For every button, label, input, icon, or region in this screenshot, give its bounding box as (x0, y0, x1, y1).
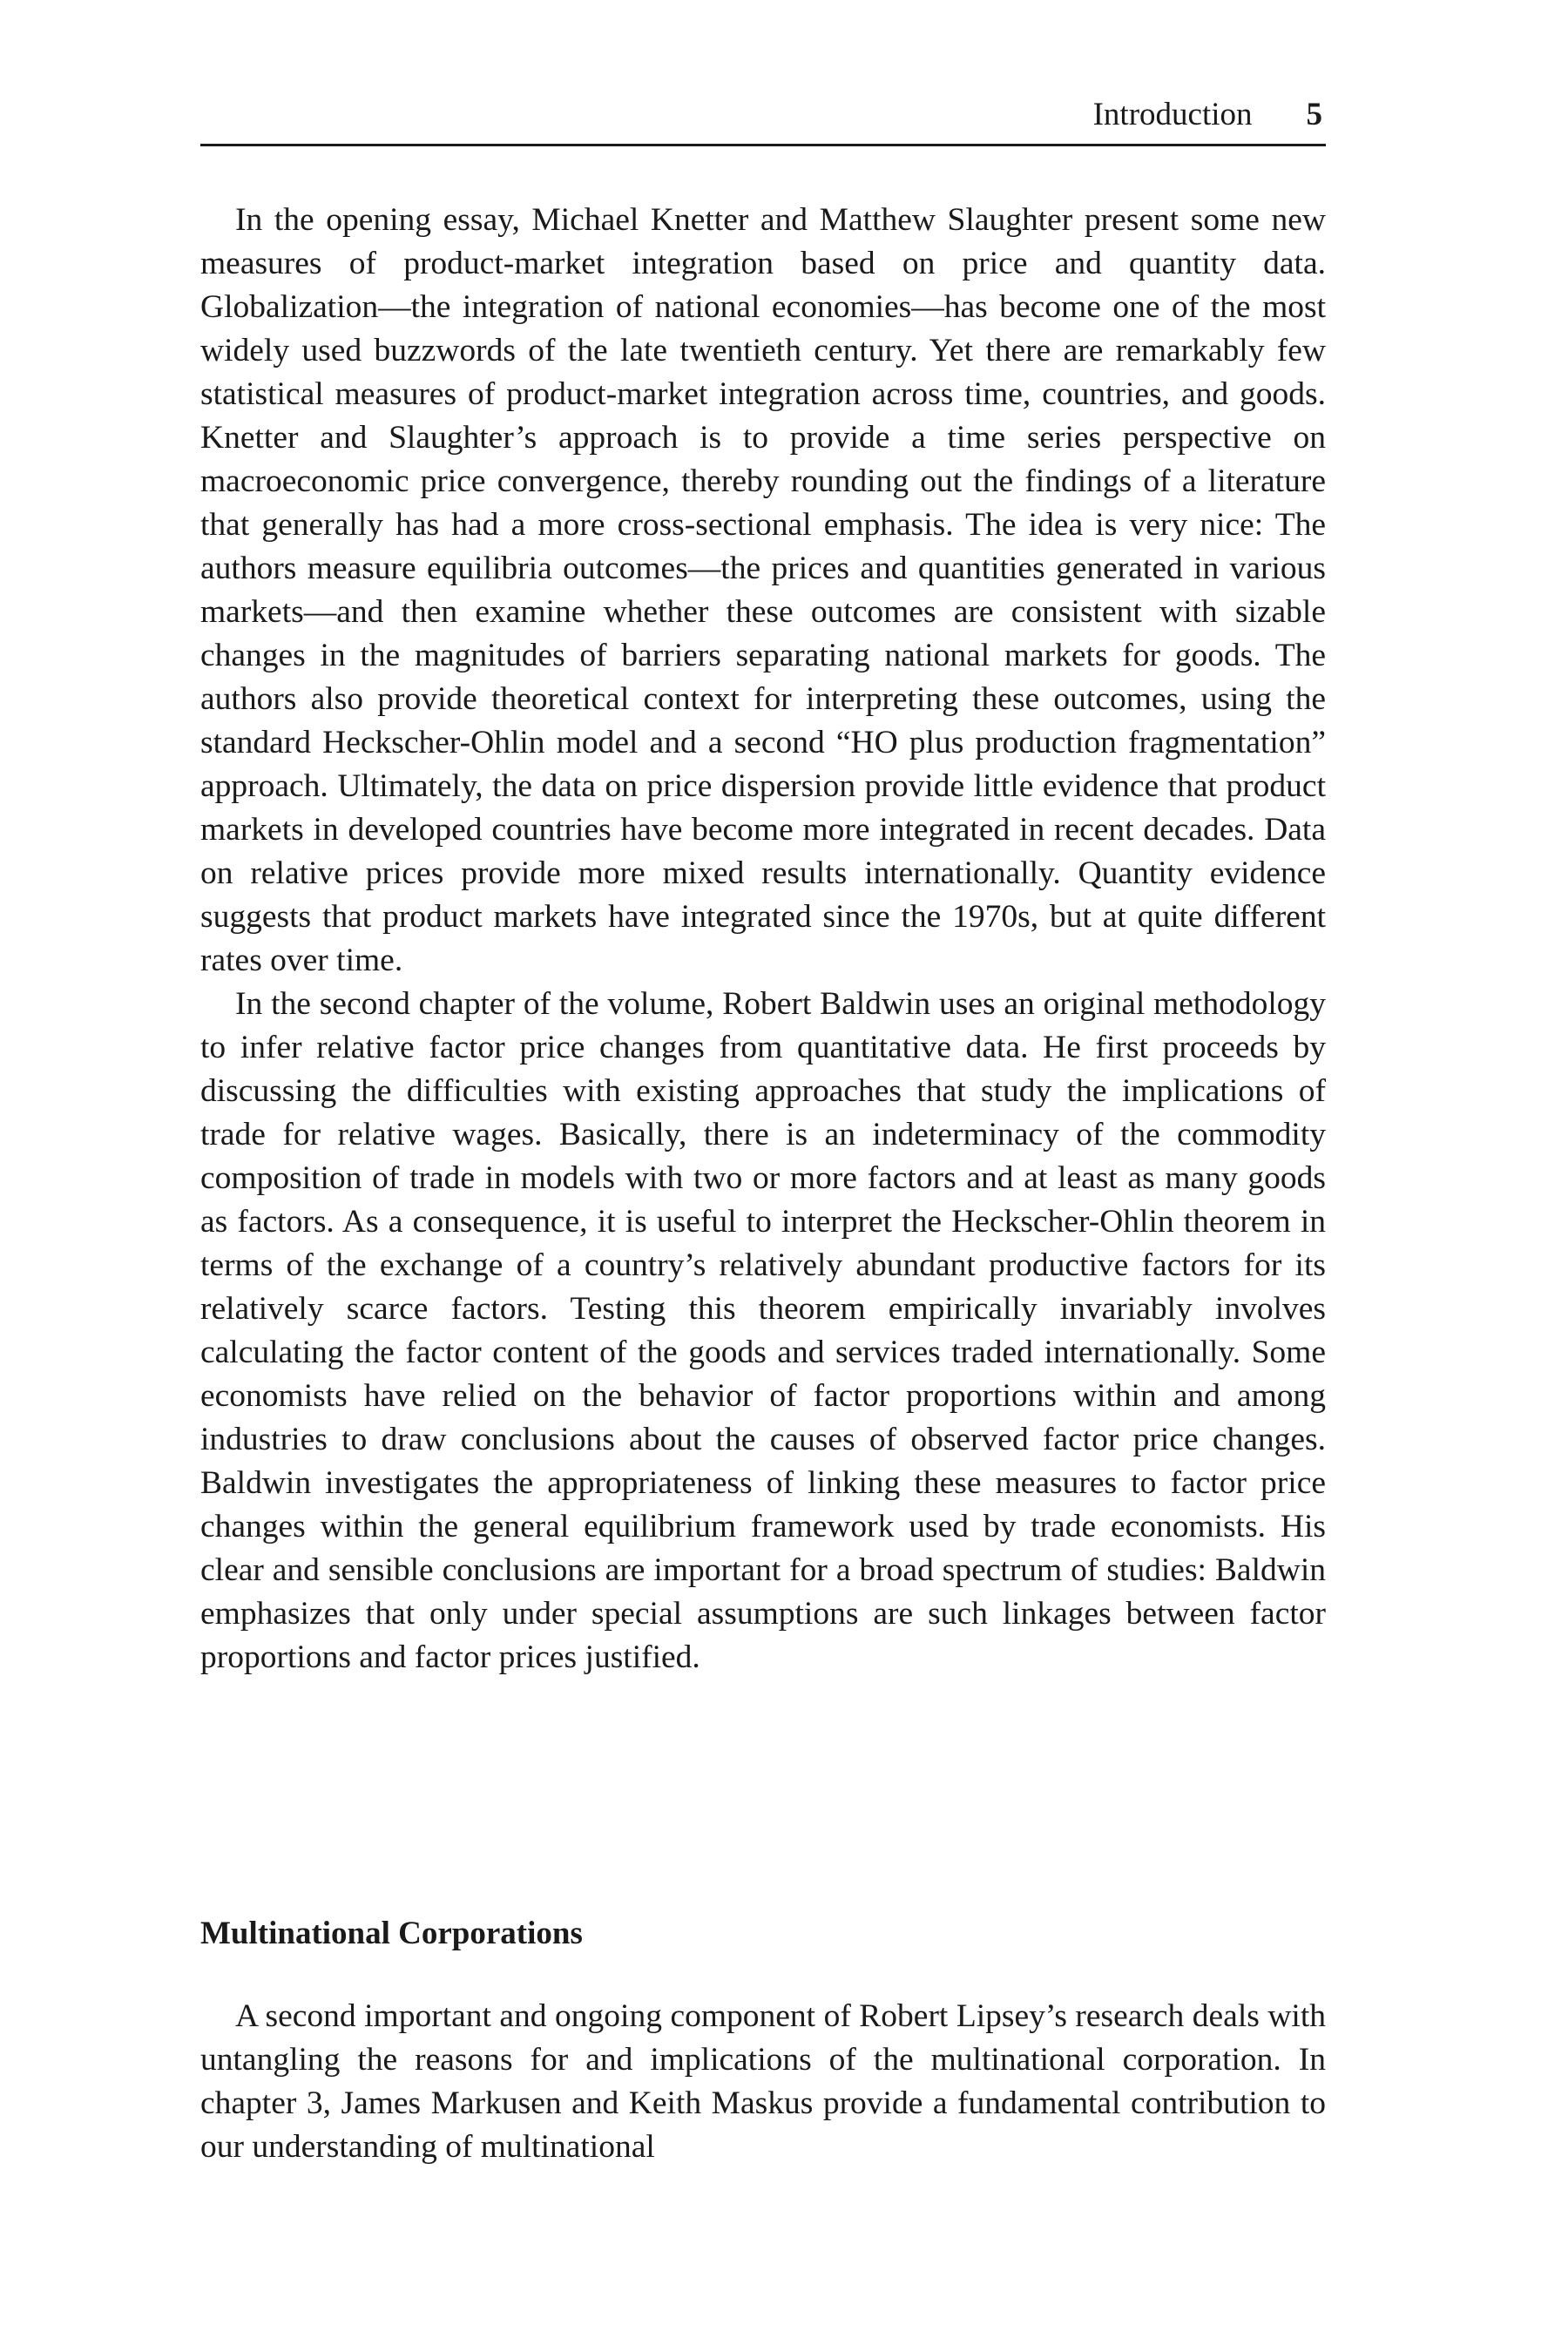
running-head-title: Introduction (1092, 97, 1253, 132)
paragraph-opening-essay: In the opening essay, Michael Knetter and Matthew Slaughter present some new measures of product-market integration based on price and quantity data. Globalization—the integration of national economies—has become one of the most widely used buzzwords of the late twentieth century. Yet there are remarkably few statistical measures of product-market integration across time, countries, and goods. Knetter and Slaughter’s approach is to provide a time series perspective on macroeconomic price convergence, thereby rounding out the findings of a literature that generally has had a more cross-sectional emphasis. The idea is very nice: The authors measure equilibria outcomes—the prices and quantities generated in various markets—and then examine whether these outcomes are consistent with sizable changes in the magnitudes of barriers separating national markets for goods. The authors also provide theoretical context for interpreting these outcomes, using the standard Heckscher-Ohlin model and a second “HO plus production fragmentation” approach. Ultimately, the data on price dispersion provide little evidence that product markets in developed countries have become more integrated in recent decades. Data on relative prices provide more mixed results internationally. Quantity evidence suggests that product markets have integrated since the 1970s, but at quite different rates over time. (200, 202, 1326, 978)
section-body-text (200, 1995, 1326, 2169)
section-heading: Multinational Corporations (200, 1916, 583, 1951)
body-text (200, 199, 1326, 1680)
paragraph-second-chapter: In the second chapter of the volume, Robert Baldwin uses an original methodology to infer relative factor price changes from quantitative data. He first proceeds by discussing the difficulties with existing approaches that study the implications of trade for relative wages. Basically, there is an indeterminacy of the commodity composition of trade in models with two or more factors and at least as many goods as factors. As a consequence, it is useful to interpret the Heckscher-Ohlin theorem in terms of the exchange of a country’s relatively abundant productive factors for its relatively scarce factors. Testing this theorem empirically invariably involves calculating the factor content of the goods and services traded internationally. Some economists have relied on the behavior of factor proportions within and among industries to draw conclusions about the causes of observed factor price changes. Baldwin investigates the appropriateness of linking these measures to factor price changes within the general equilibrium framework used by trade economists. His clear and sensible conclusions are important for a broad spectrum of studies: Baldwin emphasizes that only under special assumptions are such linkages between factor proportions and factor prices justified. (200, 986, 1326, 1675)
running-head (200, 94, 1326, 146)
paragraph-multinational: A second important and ongoing component of Robert Lipsey’s research deals with untangling the reasons for and implications of the multinational corporation. In chapter 3, James Markusen and Keith Maskus provide a fundamental contribution to our understanding of multinational (200, 1998, 1326, 2165)
page-number: 5 (1306, 97, 1322, 132)
